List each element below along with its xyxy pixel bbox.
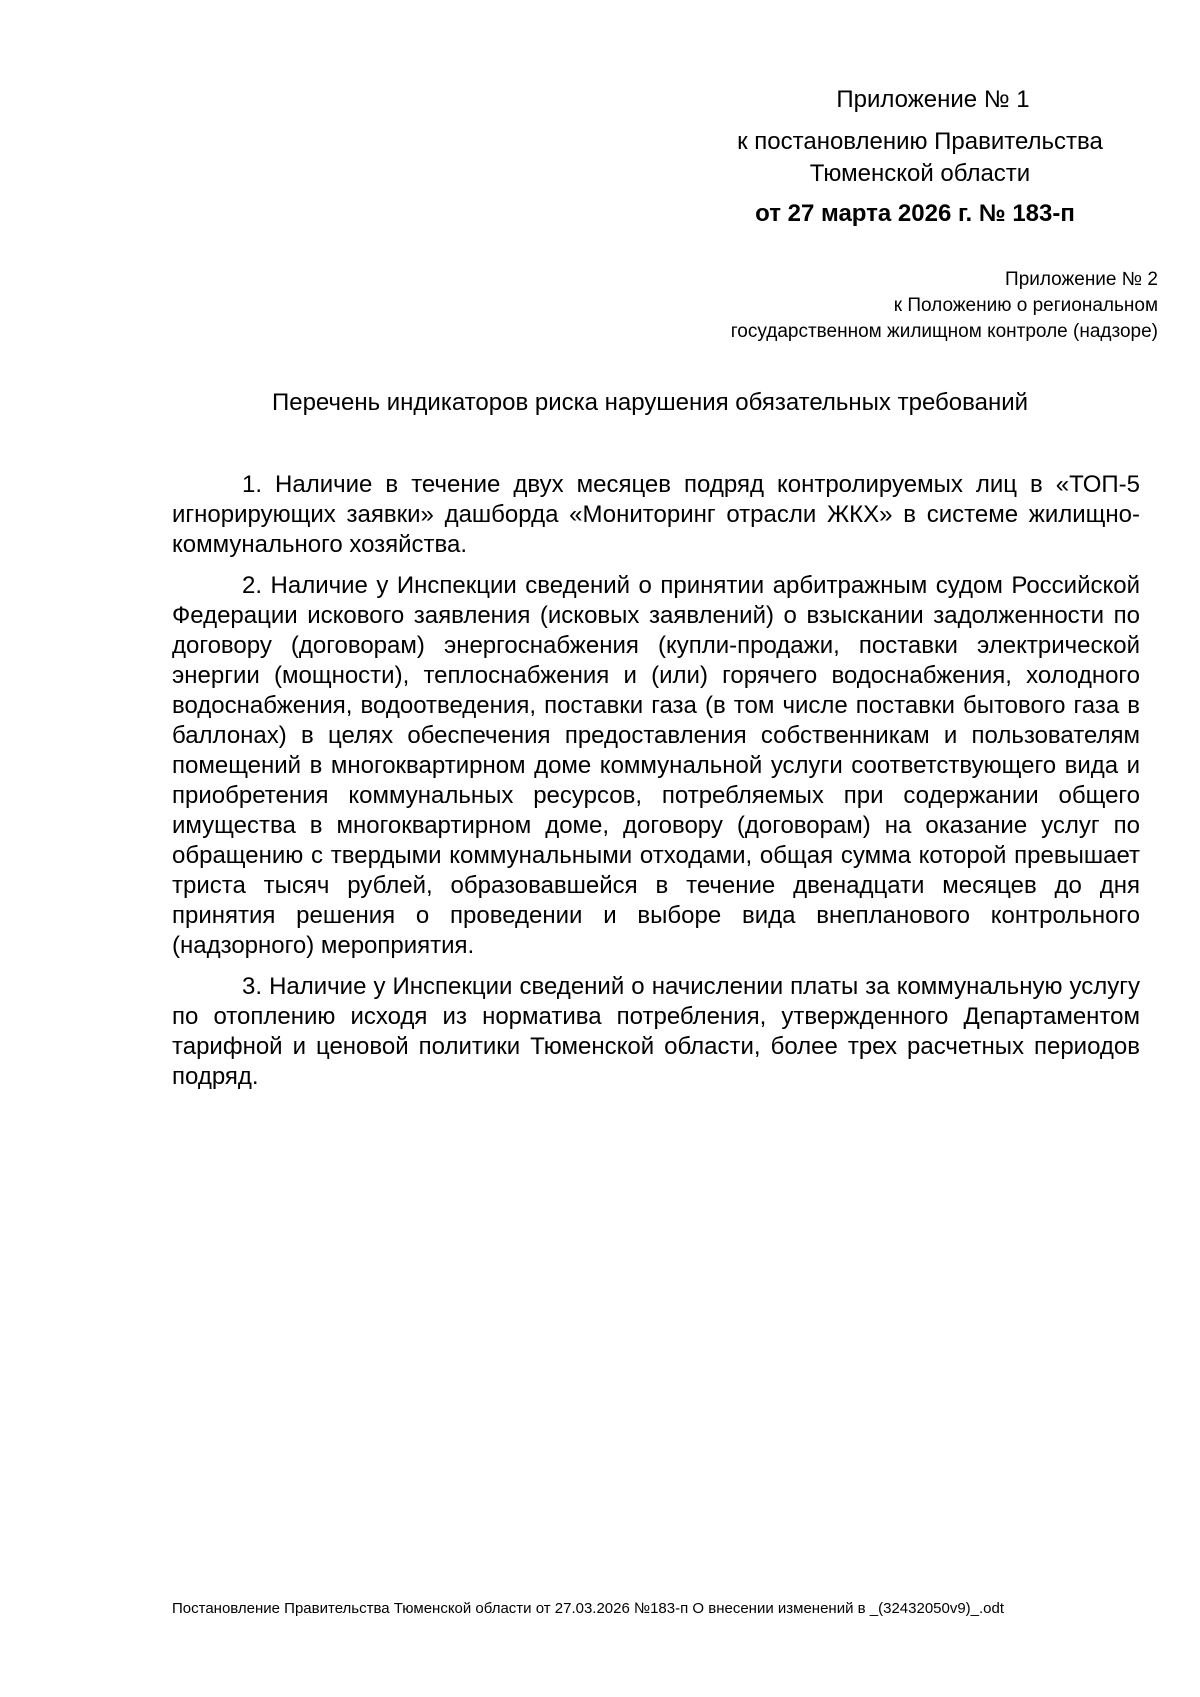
attachment-1-line-2: Тюменской области: [809, 160, 1031, 187]
document-body: [172, 470, 1140, 1103]
attachment-2-line-2: государственном жилищном контроле (надзоре): [730, 321, 1158, 342]
attachment-1-line-1: к постановлению Правительства: [737, 128, 1103, 155]
attachment-1-title: Приложение № 1: [836, 86, 1030, 113]
page-footer: Постановление Правительства Тюменской области от 27.03.2026 №183-п О внесении изменений в _(32432050v9)_.odt: [172, 1600, 1005, 1617]
document-heading: Перечень индикаторов риска нарушения обязательных требований: [271, 389, 1029, 416]
attachment-2-line-1: к Положению о региональном: [893, 295, 1158, 316]
attachment-1-date-number: от 27 марта 2026 г. № 183-п: [755, 200, 1075, 227]
attachment-2-block: [598, 267, 1158, 345]
list-item: 1. Наличие в течение двух месяцев подряд контролируемых лиц в «ТОП-5 игнорирующих заявки» дашборда «Мониторинг отрасли ЖКХ» в системе жилищно-коммунального хозяйства.: [172, 471, 1140, 558]
list-item: 3. Наличие у Инспекции сведений о начислении платы за коммунальную услугу по отоплению исходя из норматива потребления, утвержденного Департаментом тарифной и ценовой политики Тюменской области, более трех расчетных периодов подряд.: [172, 973, 1140, 1090]
list-item: 2. Наличие у Инспекции сведений о принятии арбитражным судом Российской Федерации искового заявления (исковых заявлений) о взыскании задолженности по договору (договорам) энергоснабжения (купли-продажи, поставки электрической энергии (мощности), теплоснабжения и (или) горячего водоснабжения, холодного водоснабжения, водоотведения, поставки газа (в том числе поставки бытового газа в баллонах) в целях обеспечения предоставления собственникам и пользователям помещений в многоквартирном доме коммунальной услуги соответствующего вида и приобретения коммунальных ресурсов, потребляемых при содержании общего имущества в многоквартирном доме, договору (договорам) на оказание услуг по обращению с твердыми коммунальными отходами, общая сумма которой превышает триста тысяч рублей, образовавшейся в течение двенадцати месяцев до дня принятия решения о проведении и выборе вида внепланового контрольного (надзорного) мероприятия.: [172, 572, 1140, 959]
attachment-2-title: Приложение № 2: [1005, 269, 1158, 290]
attachment-1-block: [700, 84, 1140, 230]
